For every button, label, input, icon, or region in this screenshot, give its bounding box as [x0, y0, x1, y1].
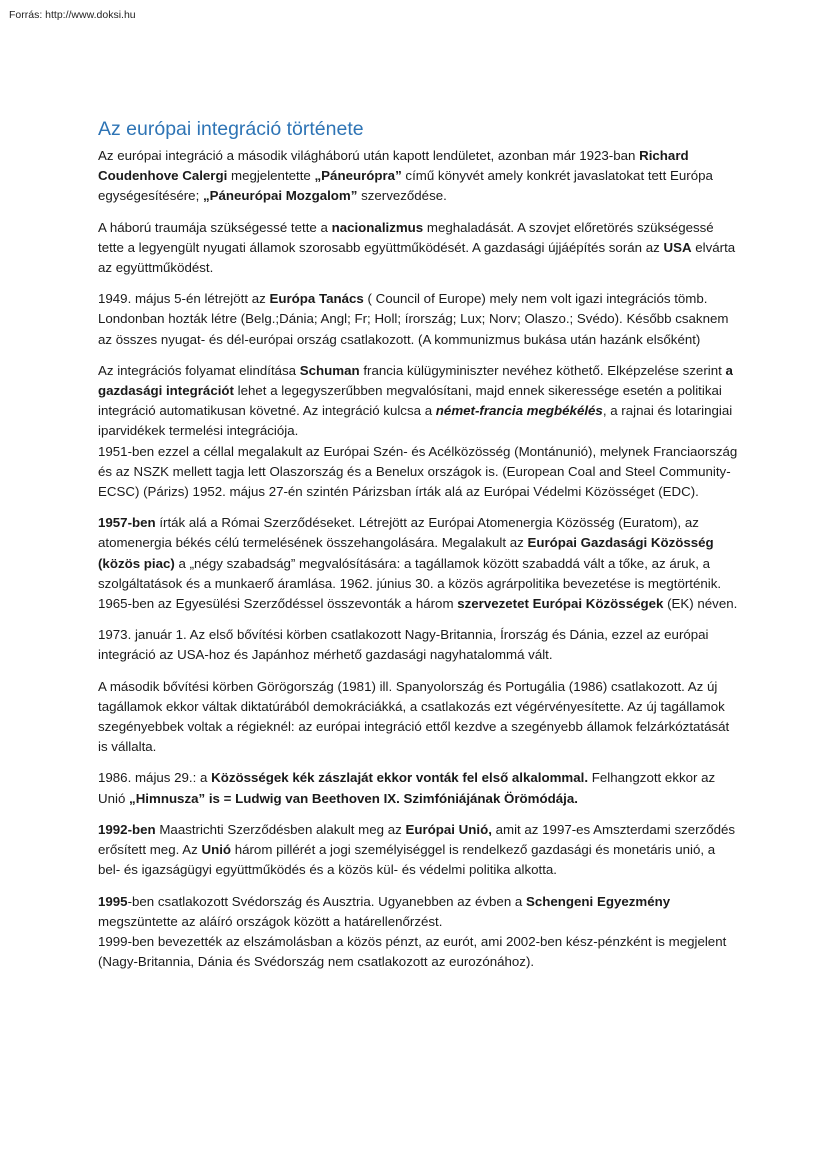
- emphasis-text: Közösségek kék zászlaját ekkor vonták fel első alkalommal.: [211, 770, 589, 786]
- paragraph: [98, 361, 738, 502]
- text-run: Felhangzott ekkor az Unió: [98, 770, 716, 806]
- text-run: írták alá a Római Szerződéseket. Létrejött az Európai Atomenergia Közösség (Euratom), az atomenergia békés célú termelésének összehangolására. Megalakult az: [98, 515, 699, 551]
- emphasis-text: 1992-ben: [98, 821, 156, 837]
- emphasis-text: USA: [663, 239, 692, 255]
- paragraph: [98, 677, 738, 758]
- emphasis-text: Unió: [201, 842, 232, 858]
- emphasis-text: szervezetet Európai Közösségek: [457, 596, 664, 612]
- text-run: francia külügyminiszter nevéhez köthető. Elképzelése szerint: [359, 362, 726, 378]
- text-run: című könyvét amely konkrét javaslatokat tett Európa egységesítésére;: [98, 168, 713, 204]
- emphasis-text: „Páneurópai Mozgalom”: [202, 188, 358, 204]
- text-run: megszüntette az aláíró országok között a határellenőrzést.: [98, 913, 443, 929]
- paragraph-list: [98, 146, 738, 972]
- emphasis-text: német-francia megbékélés: [435, 403, 603, 419]
- emphasis-text: nacionalizmus: [331, 219, 424, 235]
- text-run: három pillérét a jogi személyiséggel is rendelkező gazdasági és monetáris unió, a bel- és igazságügyi együttműködés és a közös kül- és védelmi politika alkotta.: [98, 842, 716, 878]
- emphasis-text: Európai Unió,: [405, 821, 492, 837]
- text-run: Maastrichti Szerződésben alakult meg az: [155, 821, 406, 837]
- emphasis-text: 1995: [98, 893, 128, 909]
- text-run: 1949. május 5-én létrejött az: [98, 291, 270, 307]
- text-run: amit az 1997-es Amszterdami szerződés erősített meg. Az: [98, 821, 736, 858]
- paragraph: [98, 768, 738, 808]
- text-run: -ben csatlakozott Svédország és Ausztria. Ugyanebben az évben a: [127, 893, 527, 909]
- text-run: 1973. január 1. Az első bővítési körben csatlakozott Nagy-Britannia, Írország és Dánia, ezzel az európai integráció az USA-hoz és Japánhoz mérhető gazdasági nagyhatalommá vált.: [98, 627, 709, 663]
- emphasis-text: Schuman: [299, 362, 360, 378]
- paragraph: [98, 218, 738, 279]
- paragraph: [98, 513, 738, 614]
- text-run: A második bővítési körben Görögország (1981) ill. Spanyolország és Portugália (1986) csatlakozott. Az új tagállamok ekkor váltak diktatúrából demokráciákká, a csatlakozás ezt végérvényesítette. Az új tagállamok szegényebbek voltak a régieknél: az európai integráció ettől kezdve a szegényebb államok felzárkóztatását is vállalta.: [98, 678, 730, 755]
- emphasis-text: „Páneurópra”: [314, 168, 402, 184]
- document-body: [98, 116, 738, 983]
- emphasis-text: Európa Tanács: [269, 291, 364, 307]
- text-run: megjelentette: [227, 168, 315, 184]
- text-run: szerveződése.: [357, 188, 447, 204]
- text-run: meghaladását. A szovjet előretörés szükségessé tette a legyengült nyugati államok szorosabb együttműködését. A gazdasági újjáépítés során az: [98, 219, 714, 255]
- text-run: A háború traumája szükségessé tette a: [98, 219, 332, 235]
- text-run: lehet a legegyszerűbben megvalósítani, majd ennek sikeressége esetén a politikai integráció automatikusan követné. Az integráció kulcsa a: [98, 383, 722, 419]
- text-run: Az európai integráció a második világháború után kapott lendületet, azonban már 1923-ban: [98, 148, 640, 163]
- text-run: ( Council of Europe) mely nem volt igazi integrációs tömb. Londonban hozták létre (Belg.;Dánia; Angl; Fr; Holl; írország; Lux; Norv; Olaszo.; Svédo). Később csaknem az összes nyugat- és dél-európai ország csatlakozott. (A kommunizmus bukása után hazánk elsőként): [98, 291, 729, 347]
- paragraph: [98, 625, 738, 665]
- emphasis-text: Richard Coudenhove Calergi: [98, 148, 689, 184]
- source-header: Forrás: http://www.doksi.hu: [9, 9, 136, 21]
- paragraph: [98, 146, 738, 207]
- text-run: a „négy szabadság” megvalósítására: a tagállamok között szabaddá vált a tőke, az áruk, a szolgáltatások és a munkaerő áramlása. 1962. június 30. a közös agrárpolitika bevezetése is megtörténik. 1965-ben az Egyesülési Szerződéssel összevonták a három: [98, 555, 722, 612]
- text-run: , a rajnai és lotaringiai iparvidékek termelési integrációja.: [98, 403, 733, 439]
- emphasis-text: a gazdasági integrációt: [98, 362, 733, 399]
- text-run: 1986. május 29.: a: [98, 770, 212, 786]
- emphasis-text: 1957-ben: [98, 515, 156, 531]
- text-run: 1951-ben ezzel a céllal megalakult az Európai Szén- és Acélközösség (Montánunió), melynek Franciaország és az NSZK mellett tagja lett Olaszország és a Benelux országok is. (European Coal and Steel Community-ECSC) (Párizs) 1952. május 27-én szintén Párizsban írták alá az Európai Védelmi Közösséget (EDC).: [98, 443, 738, 500]
- emphasis-text: Európai Gazdasági Közösség (közös piac): [98, 535, 714, 571]
- emphasis-text: Schengeni Egyezmény: [526, 893, 671, 909]
- paragraph: [98, 820, 738, 881]
- text-run: 1999-ben bevezették az elszámolásban a közös pénzt, az eurót, ami 2002-ben kész-pénzként is megjelent (Nagy-Britannia, Dánia és Svédország nem csatlakozott az eurozónához).: [98, 933, 727, 970]
- text-run: (EK) néven.: [663, 596, 738, 612]
- text-run: elvárta az együttműködést.: [98, 239, 736, 276]
- emphasis-text: „Himnusza” is = Ludwig van Beethoven IX. Szimfóniájának Örömódája.: [129, 790, 578, 806]
- page-title: Az európai integráció története: [98, 118, 364, 140]
- text-run: Az integrációs folyamat elindítása: [98, 362, 300, 378]
- paragraph: [98, 892, 738, 973]
- paragraph: [98, 289, 738, 350]
